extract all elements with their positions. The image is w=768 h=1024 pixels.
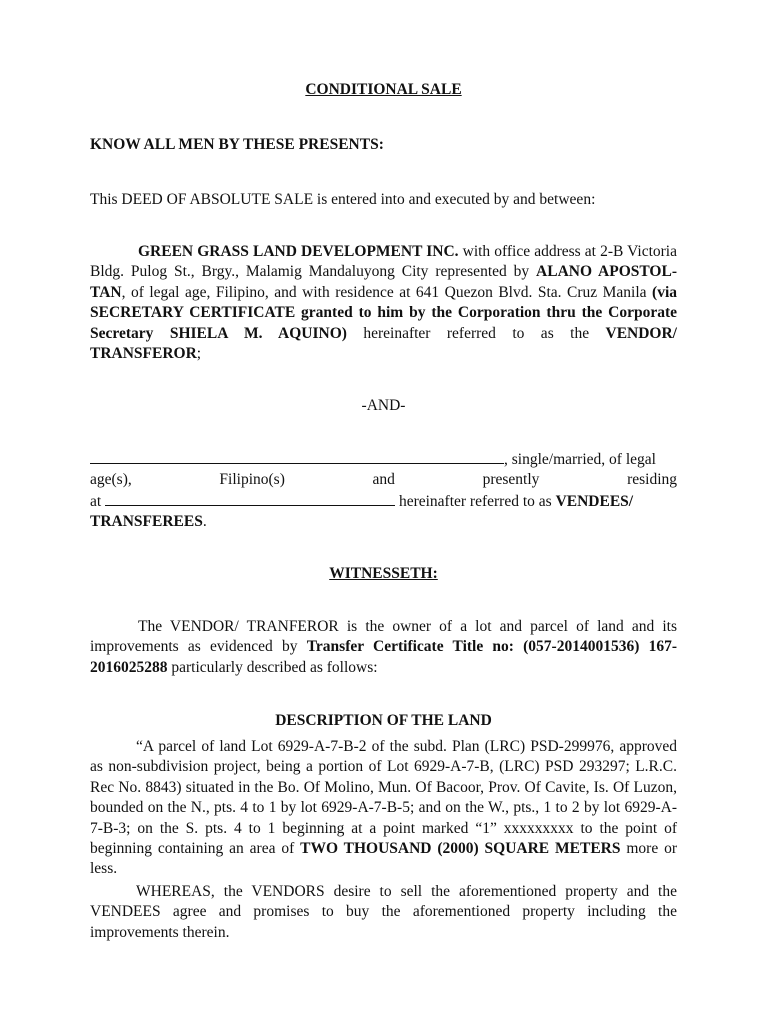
vendees-end: . bbox=[202, 513, 207, 531]
vendee-address-blank[interactable] bbox=[105, 491, 395, 506]
vendees-word-and: and bbox=[372, 471, 395, 489]
vendees-word-residing: residing bbox=[627, 471, 678, 489]
vendees-paragraph bbox=[90, 449, 677, 533]
description-heading: DESCRIPTION OF THE LAND bbox=[275, 712, 492, 729]
description-text: “A parcel of land Lot 6929-A-7-B-2 of the subd. Plan (LRC) PSD-299976, approved as non-subdivision project, being a portion of Lot 6929-A-7-B, (LRC) PSD 293297; L.R.C. Rec No. 8843) situated in the Bo. Of Molino, Mun. Of Bacoor, Prov. Of Cavite, Is. Of Luzon, bounded on the N., pts. 4 to 1 by lot 6929-A-7-B-5; and on the W., pts., 1 to 2 by lot 6929-A-7-B-3; on the S. pts. 4 to 1 beginning at a point marked “1” xxxxxxxxx to the point of beginning containing an area of bbox=[90, 738, 677, 858]
vendees-status-text: , single/married, of legal bbox=[504, 451, 656, 468]
vendor-residence-text: , of legal age, Filipino, and with residence at 641 Quezon Blvd. Sta. Cruz Manila bbox=[121, 283, 653, 301]
opening-clause: KNOW ALL MEN BY THESE PRESENTS: bbox=[90, 136, 384, 153]
vendor-referral-text: hereinafter referred to as the bbox=[346, 324, 606, 342]
title-reference: Transfer Certificate Title no: (057-2014001536) 167-2016025288 bbox=[90, 638, 677, 676]
vendees-word-ages: age(s), bbox=[90, 471, 132, 489]
description-end: more or less. bbox=[90, 840, 677, 878]
document-title: CONDITIONAL SALE bbox=[305, 81, 462, 98]
vendees-line-3 bbox=[90, 491, 677, 512]
vendees-line-4 bbox=[90, 512, 677, 532]
vendees-role-a: VENDEES/ bbox=[555, 492, 634, 510]
vendees-line-2 bbox=[90, 470, 677, 490]
ownership-text: The VENDOR/ TRANFEROR is the owner of a lot and parcel of land and its improvements as evidenced by bbox=[90, 618, 677, 656]
description-paragraph bbox=[90, 737, 677, 880]
vendees-role-b: TRANSFEREES bbox=[90, 513, 203, 531]
vendees-word-presently: presently bbox=[482, 471, 540, 489]
ownership-end-text: particularly described as follows: bbox=[167, 658, 378, 676]
ownership-paragraph bbox=[90, 617, 677, 678]
and-separator: -AND- bbox=[361, 397, 406, 414]
vendor-name: GREEN GRASS LAND DEVELOPMENT INC. bbox=[138, 243, 459, 260]
vendee-name-blank[interactable] bbox=[90, 449, 504, 464]
vendees-referral-text: hereinafter referred to as bbox=[395, 492, 556, 510]
witnesseth-heading: WITNESSETH: bbox=[329, 565, 438, 582]
vendees-word-filipino: Filipino(s) bbox=[219, 471, 285, 489]
vendees-at-text: at bbox=[90, 492, 102, 510]
vendor-paragraph bbox=[90, 242, 677, 364]
vendor-representative: ALANO APOSTOL-TAN bbox=[90, 263, 677, 301]
whereas-paragraph: WHEREAS, the VENDORS desire to sell the aforementioned property and the VENDEES agree and promises to buy the aforementioned property including the improvements therein. bbox=[90, 883, 677, 941]
vendor-authority: (via SECRETARY CERTIFICATE granted to him by the Corporation thru the Corporate Secretary SHIELA M. AQUINO) bbox=[90, 283, 677, 342]
vendees-line-1 bbox=[90, 449, 677, 470]
land-area: TWO THOUSAND (2000) SQUARE METERS bbox=[300, 840, 621, 858]
vendor-role: VENDOR/ TRANSFEROR bbox=[90, 324, 677, 363]
vendor-address-text: with office address at 2-B Victoria Bldg. Pulog St., Brgy., Malamig Mandaluyong City represented by bbox=[90, 243, 677, 281]
intro-paragraph: This DEED OF ABSOLUTE SALE is entered into and executed by and between: bbox=[90, 191, 596, 208]
vendor-end: ; bbox=[196, 345, 202, 363]
